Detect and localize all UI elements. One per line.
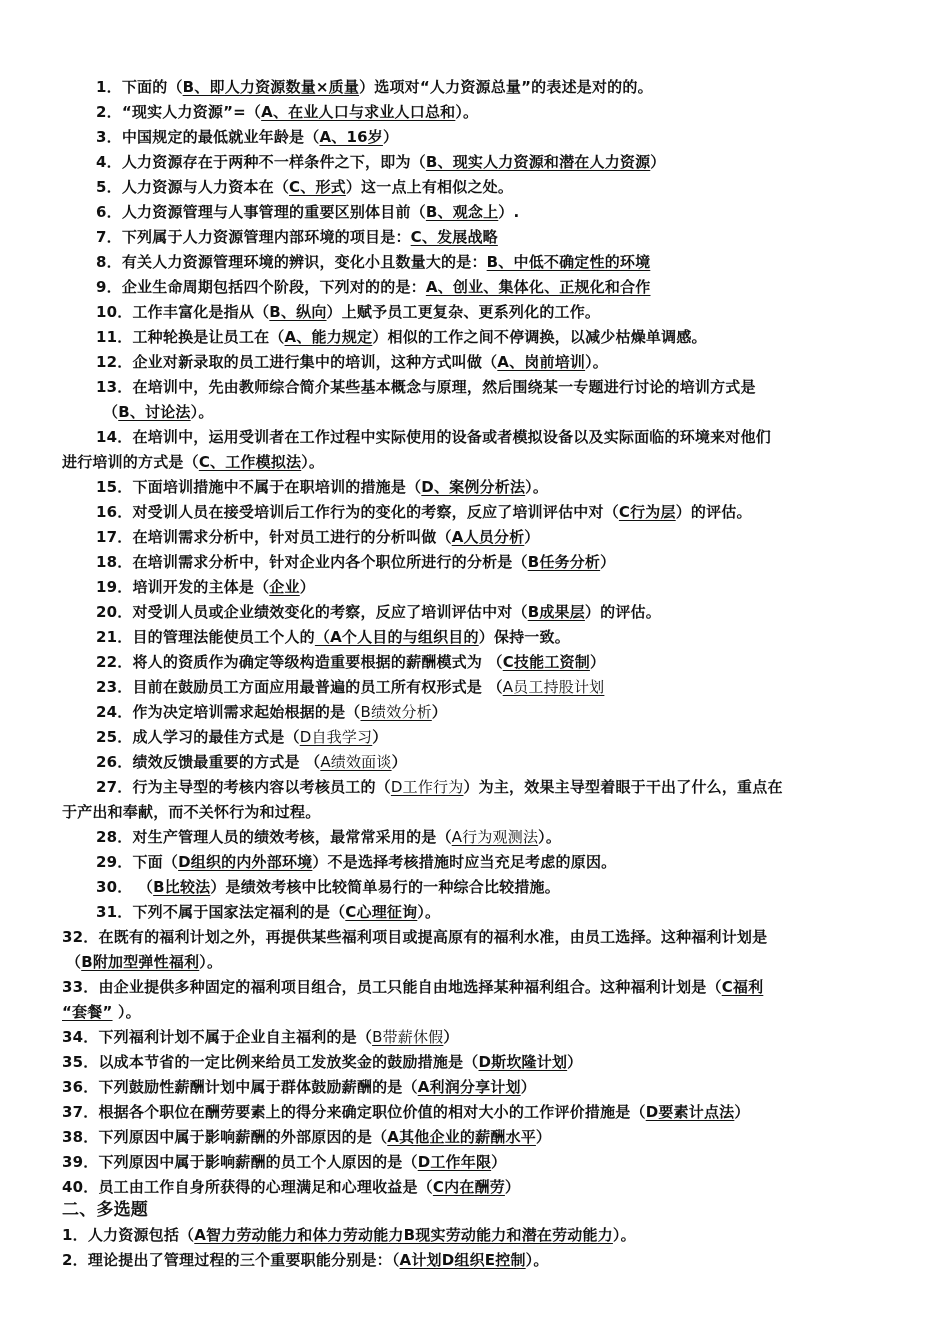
question-text: ） [431,703,447,721]
question-text: 企业对新录取的员工进行集中的培训，这种方式叫做（ [132,353,498,371]
question-line [96,201,519,223]
answer-text: A利润分享计划 [417,1078,521,1096]
question-number: 1． [96,78,122,96]
question-text: ）. [498,203,520,221]
question-text: ）。 [538,828,562,846]
answer-text: “套餐” [62,1003,113,1021]
question-text: ）。 [612,1226,636,1244]
answer-text: B、即人力资源数量×质量 [182,78,360,96]
question-line [96,126,398,148]
answer-text: D斯坎隆计划 [478,1053,568,1071]
question-number: 38． [62,1128,99,1146]
question-line [96,676,604,698]
question-text: 进行培训的方式是（ [62,453,199,471]
question-text: ）。 [525,478,549,496]
question-text: 在培训中，先由教师综合简介某些基本概念与原理，然后围绕某一专题进行讨论的培训方式是 [132,378,756,396]
question-number: 30． [96,878,133,896]
answer-text: D工作年限 [417,1153,492,1171]
answer-text: B成果层 [527,603,585,621]
question-line [62,1001,141,1023]
answer-text: B、观念上 [425,203,499,221]
question-text: 人力资源存在于两种不一样条件之下，即为（ [121,153,426,171]
question-text: “现实人力资源”=（ [121,103,262,121]
answer-text: B绩效分析 [360,703,432,721]
question-line [62,451,324,473]
question-number: 8． [96,253,122,271]
question-text: 对受训人员或企业绩效变化的考察，反应了培训评估中对（ [132,603,528,621]
question-line [96,351,608,373]
answer-text: B附加型弹性福利 [81,953,200,971]
question-text: 由企业提供多种固定的福利项目组合，员工只能自由地选择某种福利组合。这种福利计划是（ [98,978,722,996]
answer-text: B、中低不确定性的环境 [486,253,651,271]
question-text: 有关人力资源管理环境的辨识，变化小且数量大的是： [121,253,487,271]
question-text: ）保持一致。 [478,628,570,646]
question-number: 18． [96,553,133,571]
question-text: 工作丰富化是指从（ [132,303,270,321]
answer-text: C内在酬劳 [432,1178,505,1196]
question-line [96,426,771,448]
question-line [66,951,222,973]
question-text: ） [443,1028,459,1046]
answer-text: C、发展战略 [410,228,498,246]
question-line [96,776,783,798]
question-text: 根据各个职位在酬劳要素上的得分来确定职位价值的相对大小的工作评价措施是（ [98,1103,646,1121]
question-text: ）上赋予员工更复杂、更系列化的工作。 [326,303,601,321]
question-line [96,176,513,198]
question-text: ） [372,728,388,746]
answer-text: A、能力规定 [284,328,373,346]
answer-text: B任务分析 [527,553,601,571]
question-number: 23． [96,678,133,696]
question-text: ）。 [525,1251,549,1269]
question-text: ）的评估。 [584,603,661,621]
question-text: 下列福利计划不属于企业自主福利的是（ [98,1028,373,1046]
question-text: 于产出和奉献，而不关怀行为和过程。 [62,803,321,821]
answer-text: C行为层 [618,503,676,521]
question-number: 9． [96,278,122,296]
question-line [62,1151,506,1173]
question-text: 将人的资质作为确定等级构造重要根据的薪酬模式为 （ [132,653,503,671]
question-line [96,726,387,748]
question-text: ）为主，效果主导型着眼于干出了什么，重点在 [463,778,783,796]
question-number: 15． [96,478,133,496]
answer-text: A人员分析 [451,528,525,546]
question-text: 下列鼓励性薪酬计划中属于群体鼓励薪酬的是（ [98,1078,418,1096]
question-text: 在培训中，运用受训者在工作过程中实际使用的设备或者模拟设备以及实际面临的环境来对他们 [132,428,771,446]
question-text: ） [491,1153,507,1171]
question-number: 7． [96,228,122,246]
question-text: ） [299,578,315,596]
question-text: 在既有的福利计划之外，再提供某些福利项目或提高原有的福利水准，由员工选择。这种福利计划是 [98,928,768,946]
answer-text: B、讨论法 [118,403,191,421]
question-number: 17． [96,528,133,546]
answer-text: A、岗前培训 [497,353,586,371]
question-text: ）。 [455,103,479,121]
question-number: 35． [62,1053,99,1071]
question-line [62,926,767,948]
question-text: ） [650,153,666,171]
question-number: 24． [96,703,133,721]
question-text: 企业生命周期包括四个阶段，下列对的的是： [121,278,426,296]
question-number: 20． [96,603,133,621]
question-text: ）。 [417,903,441,921]
question-text: ） [600,553,616,571]
question-number: 12． [96,353,133,371]
question-line [62,1076,536,1098]
answer-text: C、形式 [289,178,346,196]
question-number: 11． [96,328,133,346]
question-number: 27． [96,778,133,796]
question-text: 下面（ [132,853,179,871]
question-text: ） [734,1103,750,1121]
question-line [62,1026,459,1048]
answer-text: A行为观测法 [451,828,539,846]
answer-text: A其他企业的薪酬水平 [387,1128,536,1146]
question-number: 3． [96,128,122,146]
question-line [96,526,540,548]
question-text: ）这一点上有相似之处。 [345,178,514,196]
question-text: 在培训需求分析中，针对企业内各个职位所进行的分析是（ [132,553,528,571]
question-number: 25． [96,728,133,746]
question-text: 行为主导型的考核内容以考核员工的（ [132,778,391,796]
question-text: 下面的（ [121,78,183,96]
question-text: ）。 [190,403,214,421]
question-text: ） [524,528,540,546]
question-number: 10． [96,303,133,321]
question-line [62,976,763,998]
answer-text: A、16岁 [319,128,383,146]
answer-text: A员工持股计划 [502,678,605,696]
answer-text: B比较法 [153,878,211,896]
question-line [96,151,666,173]
answer-text: （A个人目的与组织目的 [314,628,479,646]
question-number: 28． [96,828,133,846]
answer-text: D工作行为 [390,778,464,796]
question-line [96,226,498,248]
question-number: 36． [62,1078,99,1096]
question-number: 19． [96,578,133,596]
question-line [96,751,407,773]
question-line [96,251,650,273]
answer-text: D组织的内外部环境 [178,853,313,871]
question-text: ）是绩效考核中比较简单易行的一种综合比较措施。 [210,878,560,896]
question-line [96,551,615,573]
question-line [96,901,440,923]
question-text: ） [382,128,399,146]
question-number: 22． [96,653,133,671]
answer-text: C、工作模拟法 [198,453,302,471]
question-text: （ [132,878,154,896]
question-text: ）相似的工作之间不停调换，以减少枯燥单调感。 [372,328,707,346]
question-text: （ [66,953,82,971]
question-number: 34． [62,1028,99,1046]
answer-text: C心理征询 [345,903,418,921]
question-line [96,576,315,598]
question-line [96,626,570,648]
question-number: 4． [96,153,122,171]
question-line [62,1176,520,1198]
question-text: 在培训需求分析中，针对员工进行的分析叫做（ [132,528,452,546]
question-text: 中国规定的最低就业年龄是（ [121,128,320,146]
answer-text: A绩效面谈 [320,753,392,771]
question-line [96,876,560,898]
question-text: 绩效反馈最重要的方式是 （ [132,753,321,771]
question-text: ） [589,653,606,671]
question-line [103,401,214,423]
question-line [96,476,548,498]
answer-text: 企业 [269,578,300,596]
question-number: 26． [96,753,133,771]
question-text: 对受训人员在接受培训后工作行为的变化的考察，反应了培训评估中对（ [132,503,619,521]
question-line [96,601,661,623]
answer-text: A智力劳动能力和体力劳动能力B现实劳动能力和潜在劳动能力 [194,1226,613,1244]
question-number: 16． [96,503,133,521]
question-line [62,1051,582,1073]
question-text: ）不是选择考核措施时应当充足考虑的原因。 [312,853,617,871]
question-text: 人力资源与人力资本在（ [121,178,290,196]
question-number: 33． [62,978,99,996]
question-text: 下列属于人力资源管理内部环境的项目是： [121,228,411,246]
question-line [96,301,600,323]
question-text: 下列原因中属于影响薪酬的外部原因的是（ [98,1128,388,1146]
question-text: 员工由工作自身所获得的心理满足和心理收益是（ [98,1178,433,1196]
question-text: （ [103,403,119,421]
question-line [62,1249,549,1271]
question-line [62,801,320,823]
answer-text: A、创业、集体化、正规化和合作 [425,278,651,296]
question-text: ） [504,1178,521,1196]
section-title: 二、多选题 [62,1200,148,1220]
answer-text: B、纵向 [269,303,327,321]
question-text: 对生产管理人员的绩效考核，最常常采用的是（ [132,828,452,846]
question-line [96,651,605,673]
question-line [96,276,650,298]
answer-text: D、案例分析法 [421,478,526,496]
question-number: 40． [62,1178,99,1196]
question-number: 21． [96,628,133,646]
question-number: 39． [62,1153,99,1171]
question-text: 工种轮换是让员工在（ [132,328,285,346]
question-text: ） [391,753,407,771]
question-text: 下列不属于国家法定福利的是（ [132,903,346,921]
question-number: 31． [96,903,133,921]
question-text: ）选项对“人力资源总量”的表述是对的的。 [359,78,653,96]
question-number: 32． [62,928,99,946]
question-number: 29． [96,853,133,871]
answer-text: C福利 [721,978,764,996]
question-text: ）的评估。 [675,503,752,521]
question-line [96,701,447,723]
question-text: 目的管理法能使员工个人的 [132,628,315,646]
question-line [62,1224,636,1246]
question-line [62,1101,750,1123]
question-line [96,376,756,398]
question-text: 成人学习的最佳方式是（ [132,728,300,746]
question-line [96,326,707,348]
answer-text: B带薪休假 [372,1028,444,1046]
question-text: ）。 [199,953,223,971]
answer-text: D要素计点法 [645,1103,735,1121]
question-text: 理论提出了管理过程的三个重要职能分别是：（ [87,1251,400,1269]
answer-text: C技能工资制 [502,653,590,671]
question-line [96,76,653,98]
question-text: ）。 [112,1003,141,1021]
question-text: ） [520,1078,536,1096]
question-line [96,501,752,523]
question-number: 2． [96,103,122,121]
question-line [96,851,616,873]
answer-text: B、现实人力资源和潜在人力资源 [425,153,651,171]
question-text: ） [535,1128,552,1146]
question-text: 人力资源管理与人事管理的重要区别体目前（ [121,203,426,221]
answer-text: D自我学习 [299,728,373,746]
question-number: 37． [62,1103,99,1121]
question-text: 下列原因中属于影响薪酬的员工个人原因的是（ [98,1153,418,1171]
answer-text: A、在业人口与求业人口总和 [261,103,456,121]
question-text: 以成本节省的一定比例来给员工发放奖金的鼓励措施是（ [98,1053,479,1071]
question-line [96,101,478,123]
question-text: 作为决定培训需求起始根据的是（ [132,703,361,721]
question-line [62,1126,551,1148]
question-text: ）。 [301,453,325,471]
question-number: 5． [96,178,122,196]
question-number: 2． [62,1251,88,1269]
question-text: 人力资源包括（ [87,1226,195,1244]
question-text: 培训开发的主体是（ [132,578,270,596]
question-text: 下面培训措施中不属于在职培训的措施是（ [132,478,422,496]
question-number: 6． [96,203,122,221]
question-text: 目前在鼓励员工方面应用最普遍的员工所有权形式是 （ [132,678,503,696]
answer-text: A计划D组织E控制 [399,1251,526,1269]
question-text: ） [567,1053,583,1071]
question-number: 1． [62,1226,88,1244]
question-text: ）。 [585,353,609,371]
question-number: 14． [96,428,133,446]
question-number: 13． [96,378,133,396]
question-line [96,826,561,848]
